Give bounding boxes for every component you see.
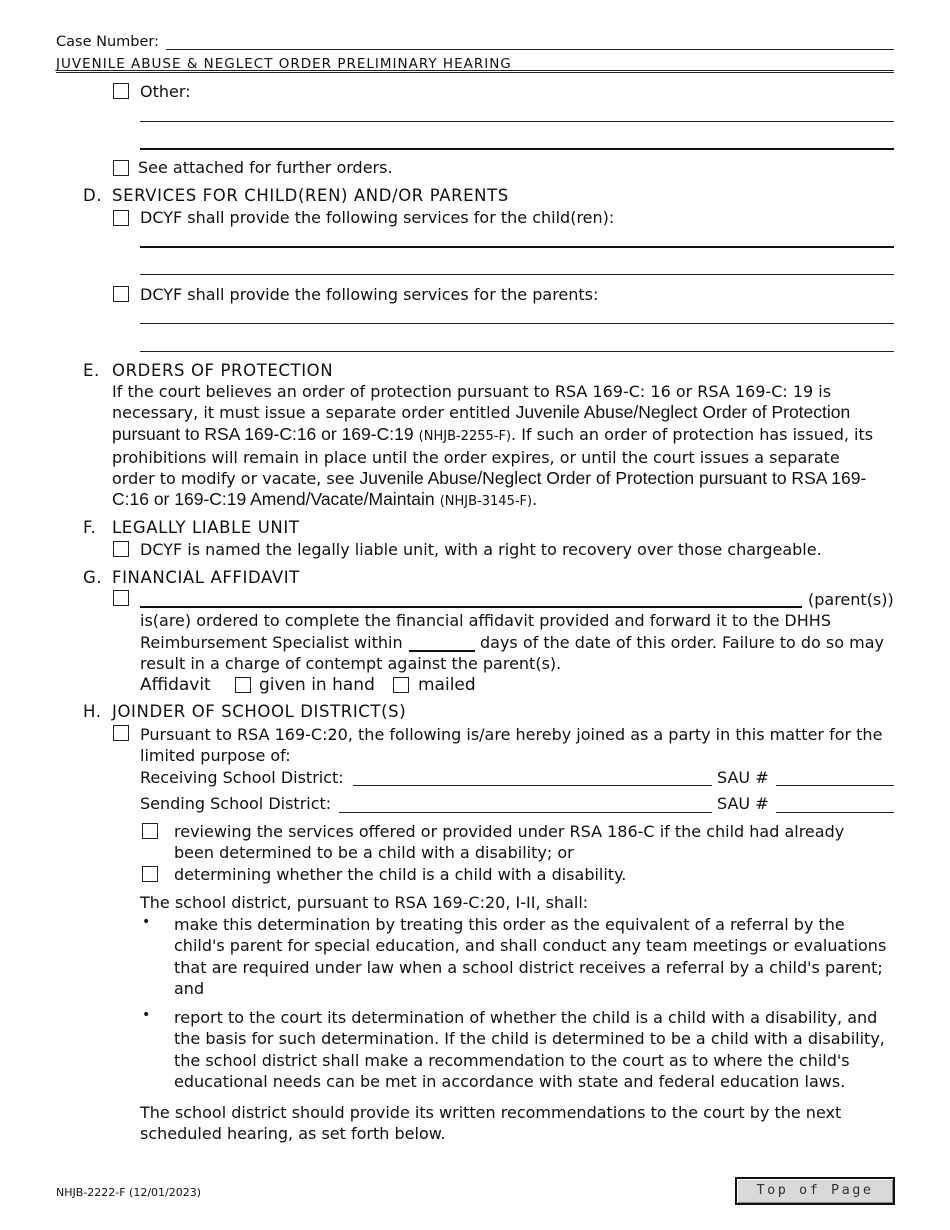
joinder-checkbox[interactable] bbox=[113, 725, 129, 741]
liable-unit-checkbox[interactable] bbox=[113, 541, 129, 557]
determining-disability-label: determining whether the child is a child with a disability. bbox=[174, 865, 627, 884]
section-d-letter: D. bbox=[83, 186, 103, 205]
other-line-1[interactable] bbox=[140, 121, 894, 122]
bullet-marker-2: • bbox=[142, 1007, 151, 1023]
parent-services-line-2[interactable] bbox=[140, 351, 894, 352]
receiving-district-field[interactable] bbox=[353, 785, 712, 786]
affidavit-line-2b: days of the date of this order. Failure to do so may bbox=[480, 633, 884, 652]
other-checkbox[interactable] bbox=[113, 83, 129, 99]
other-line-2[interactable] bbox=[140, 148, 894, 150]
see-attached-checkbox[interactable] bbox=[113, 160, 129, 176]
protection-text-2: . If such an order of protection has issued, its prohibitions will remain in place until the order expires, or until the court issues a separate order to modify or vacate, see bbox=[112, 424, 874, 489]
form-title: JUVENILE ABUSE & NEGLECT ORDER PRELIMINARY HEARING bbox=[56, 56, 512, 72]
parent-services-line-1[interactable] bbox=[140, 323, 894, 324]
section-f-letter: F. bbox=[83, 518, 97, 537]
receiving-sau-label: SAU # bbox=[717, 768, 769, 787]
protection-order-title-1: Juvenile Abuse/Neglect Order of Protection pursuant to RSA 169-C:16 or 169-C:19 bbox=[112, 402, 851, 444]
protection-paragraph bbox=[112, 381, 874, 513]
section-e-letter: E. bbox=[83, 361, 100, 380]
receiving-sau-field[interactable] bbox=[776, 785, 894, 786]
child-services-line-2[interactable] bbox=[140, 274, 894, 275]
sending-district-label: Sending School District: bbox=[140, 794, 332, 813]
protection-text-1: If the court believes an order of protection pursuant to RSA 169-C: 16 or RSA 169-C: 19 is necessary, it must issue a separate order entitled bbox=[112, 382, 832, 423]
section-g-title: FINANCIAL AFFIDAVIT bbox=[112, 568, 300, 587]
determining-disability-checkbox[interactable] bbox=[142, 866, 158, 882]
liable-unit-label: DCYF is named the legally liable unit, with a right to recovery over those chargeable. bbox=[140, 540, 822, 559]
sending-sau-field[interactable] bbox=[776, 812, 894, 813]
form-code: NHJB-2222-F (12/01/2023) bbox=[56, 1186, 202, 1199]
top-of-page-button[interactable]: Top of Page bbox=[735, 1177, 895, 1205]
given-in-hand-label: given in hand bbox=[259, 675, 375, 695]
financial-affidavit-checkbox[interactable] bbox=[113, 590, 129, 606]
reviewing-services-checkbox[interactable] bbox=[142, 823, 158, 839]
header-divider-2 bbox=[56, 72, 894, 73]
protection-text-3: . bbox=[532, 490, 538, 510]
affidavit-line-1: is(are) ordered to complete the financial affidavit provided and forward it to the DHHS bbox=[140, 611, 831, 630]
parents-name-field[interactable] bbox=[140, 606, 802, 608]
bullet-text-1: make this determination by treating this order as the equivalent of a referral by the child's parent for special education, and shall conduct any team meetings or evaluations that are required under law when a school district receives a referral by a child's parent; and bbox=[174, 915, 887, 998]
other-label: Other: bbox=[140, 82, 191, 101]
parent-services-checkbox[interactable] bbox=[113, 286, 129, 302]
see-attached-label: See attached for further orders. bbox=[138, 158, 393, 177]
section-f-title: LEGALLY LIABLE UNIT bbox=[112, 518, 300, 537]
header-divider bbox=[56, 70, 894, 71]
section-h-letter: H. bbox=[83, 702, 102, 721]
school-district-shall: The school district, pursuant to RSA 169-C:20, I-II, shall: bbox=[140, 893, 589, 912]
parent-services-label: DCYF shall provide the following services for the parents: bbox=[140, 285, 599, 304]
child-services-line-1[interactable] bbox=[140, 246, 894, 248]
protection-form-code-1: (NHJB-2255-F) bbox=[418, 428, 512, 444]
receiving-district-label: Receiving School District: bbox=[140, 768, 344, 787]
affidavit-label: Affidavit bbox=[140, 675, 211, 695]
days-field[interactable] bbox=[409, 650, 475, 652]
joinder-intro-2: limited purpose of: bbox=[140, 746, 291, 765]
sending-district-field[interactable] bbox=[339, 812, 712, 813]
protection-order-title-2: Juvenile Abuse/Neglect Order of Protection pursuant to RSA 169-C:16 or 169-C:19 Amend/Vacate/Maintain bbox=[112, 468, 867, 510]
child-services-checkbox[interactable] bbox=[113, 210, 129, 226]
protection-form-code-2: (NHJB-3145-F) bbox=[439, 494, 533, 510]
section-e-title: ORDERS OF PROTECTION bbox=[112, 361, 334, 380]
affidavit-line-2a: Reimbursement Specialist within bbox=[140, 633, 403, 652]
case-number-label: Case Number: bbox=[56, 34, 159, 50]
bullet-marker-1: • bbox=[142, 914, 151, 930]
joinder-intro-1: Pursuant to RSA 169-C:20, the following is/are hereby joined as a party in this matter for the bbox=[140, 725, 883, 744]
bullet-text-2: report to the court its determination of whether the child is a child with a disability, and the basis for such determination. If the child is determined to be a child with a disability, the school district shall make a recommendation to the court as to where the child's educational needs can be met in accordance with state and federal education laws. bbox=[174, 1008, 885, 1091]
parents-label: (parent(s)) bbox=[808, 590, 894, 609]
mailed-checkbox[interactable] bbox=[393, 677, 409, 693]
given-in-hand-checkbox[interactable] bbox=[235, 677, 251, 693]
section-h-title: JOINDER OF SCHOOL DISTRICT(S) bbox=[112, 702, 407, 721]
child-services-label: DCYF shall provide the following services for the child(ren): bbox=[140, 208, 615, 227]
section-d-title: SERVICES FOR CHILD(REN) AND/OR PARENTS bbox=[112, 186, 509, 205]
case-number-field[interactable] bbox=[166, 49, 894, 50]
section-g-letter: G. bbox=[83, 568, 103, 587]
reviewing-services-line-1: reviewing the services offered or provided under RSA 186-C if the child had already bbox=[174, 822, 845, 841]
affidavit-line-3: result in a charge of contempt against the parent(s). bbox=[140, 654, 562, 673]
reviewing-services-line-2: been determined to be a child with a disability; or bbox=[174, 843, 574, 862]
closing-paragraph: The school district should provide its written recommendations to the court by the next scheduled hearing, as set forth below. bbox=[140, 1103, 842, 1144]
sending-sau-label: SAU # bbox=[717, 794, 769, 813]
mailed-label: mailed bbox=[418, 675, 476, 695]
